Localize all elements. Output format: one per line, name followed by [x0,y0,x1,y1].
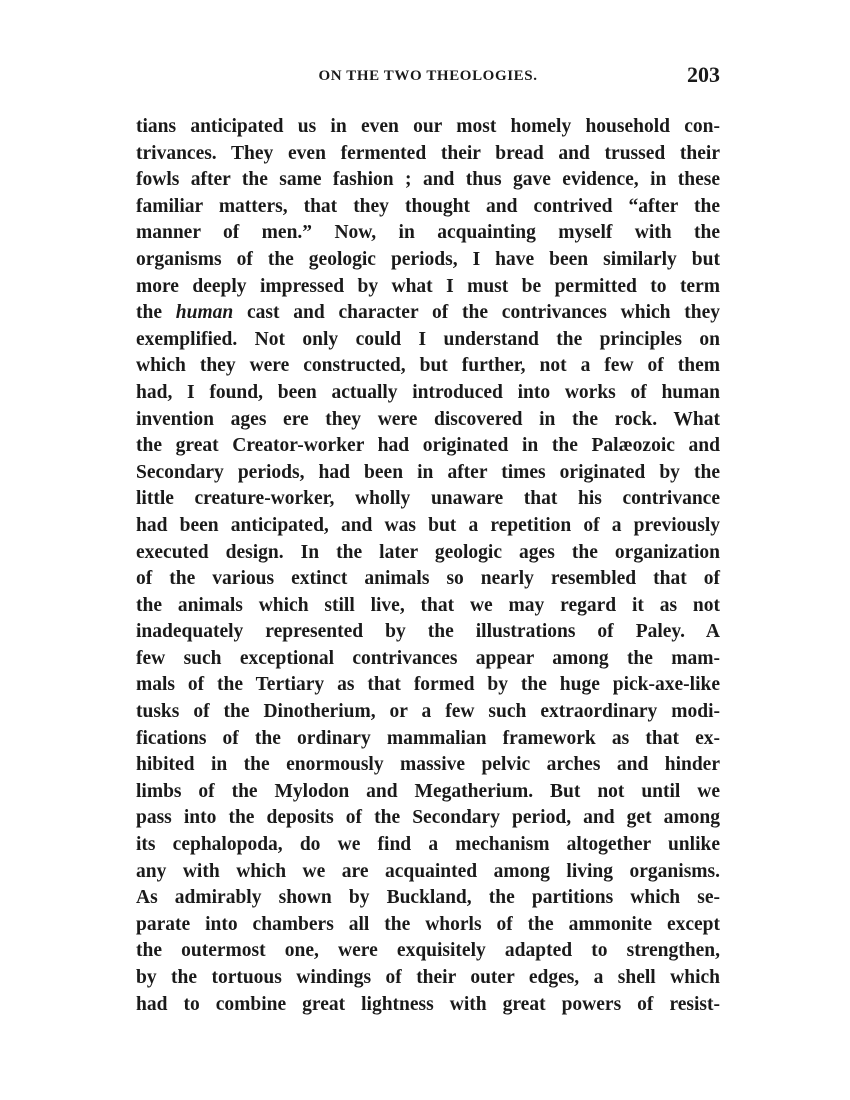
text-line: had been anticipated, and was but a repetition of a previously [136,514,720,536]
text-line: of the various extinct animals so nearly resembled that of [136,568,720,590]
text-line: any with which we are acquainted among living organisms. [136,860,720,882]
text-line: the great Creator-worker had originated in the Palæozoic and [136,435,720,457]
text-line: little creature-worker, wholly unaware that his contrivance [136,488,720,510]
text-line: tians anticipated us in even our most homely household con- [136,116,720,137]
text-line: executed design. In the later geologic ages the organization [136,541,720,563]
text-line: As admirably shown by Buckland, the partitions which se- [136,887,720,909]
text-line: its cephalopoda, do we find a mechanism altogether unlike [136,834,720,856]
text-line: familiar matters, that they thought and contrived “after the [136,195,720,217]
text-line: the animals which still live, that we may regard it as not [136,594,720,616]
text-line: pass into the deposits of the Secondary period, and get among [136,807,720,829]
text-line: fications of the ordinary mammalian framework as that ex- [136,727,720,749]
page-number: 203 [687,62,720,87]
text-line: inadequately represented by the illustrations of Paley. A [136,621,720,643]
text-line: fowls after the same fashion ; and thus gave evidence, in these [136,169,720,191]
running-title: ON THE TWO THEOLOGIES. [318,68,538,84]
text-line: more deeply impressed by what I must be permitted to term [136,275,720,297]
text-line: limbs of the Mylodon and Megatherium. But not until we [136,780,720,802]
text-line: hibited in the enormously massive pelvic arches and hinder [136,754,720,776]
text-line: few such exceptional contrivances appear among the mam- [136,647,720,669]
text-line: organisms of the geologic periods, I have been similarly but [136,248,720,270]
text-line: which they were constructed, but further, not a few of them [136,355,720,377]
text-line: tusks of the Dinotherium, or a few such extraordinary modi- [136,701,720,723]
text-line: Secondary periods, had been in after times originated by the [136,461,720,483]
text-line: manner of men.” Now, in acquainting myself with the [136,222,720,244]
text-segment: cast and character of the contrivances which they [233,302,721,324]
body-text [136,114,720,1018]
text-line: exemplified. Not only could I understand the principles on [136,328,720,350]
text-line: mals of the Tertiary as that formed by the huge pick-axe-like [136,674,720,696]
text-segment: the [136,302,176,324]
italic-word: human [175,302,234,324]
text-line-with-italic [136,300,720,327]
running-head [136,62,720,90]
text-line: parate into chambers all the whorls of the ammonite except [136,913,720,935]
text-line: had to combine great lightness with great powers of resist- [136,993,720,1015]
text-line: by the tortuous windings of their outer edges, a shell which [136,967,720,988]
text-line: the outermost one, were exquisitely adapted to strengthen, [136,940,720,962]
text-line: had, I found, been actually introduced into works of human [136,381,720,403]
text-line: trivances. They even fermented their bread and trussed their [136,142,720,164]
text-line: invention ages ere they were discovered in the rock. What [136,408,720,430]
